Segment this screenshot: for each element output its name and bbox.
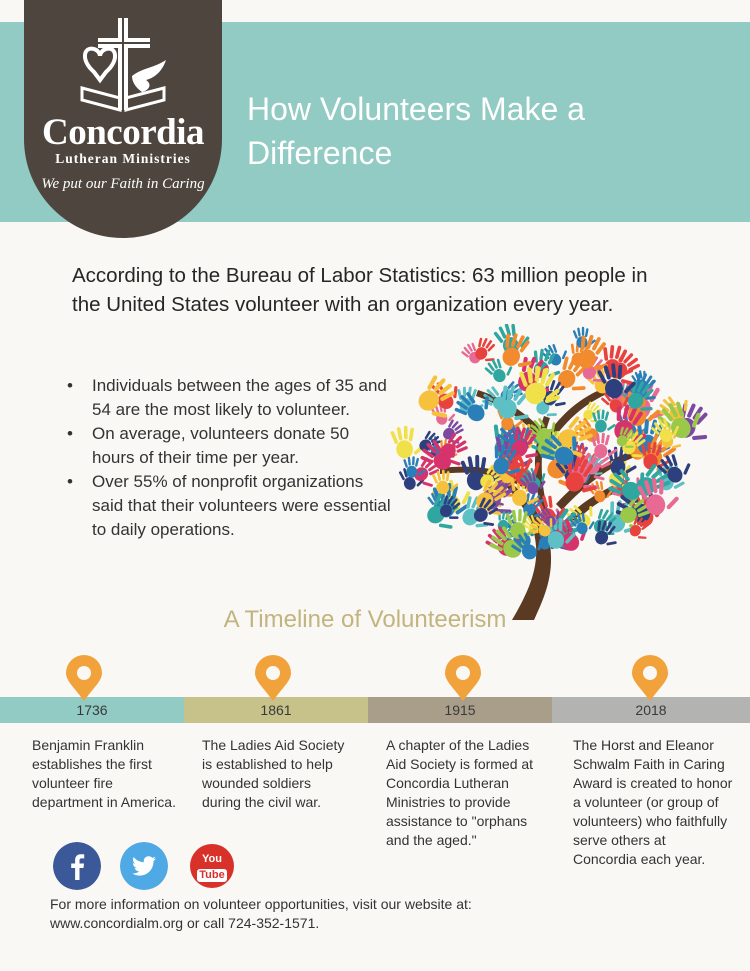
timeline-event-1861: The Ladies Aid Society is established to help wounded soldiers during the civil war. <box>202 737 345 810</box>
twitter-icon[interactable] <box>120 842 168 890</box>
tree-hands <box>390 324 710 565</box>
logo-subtitle: Lutheran Ministries <box>55 151 191 166</box>
youtube-label: You <box>202 853 222 865</box>
page-title: How Volunteers Make a Difference <box>247 91 585 171</box>
timeline-event-2018: The Horst and Eleanor Schwalm Faith in Caring Award is created to honor a volunteer (or group of volunteers) who faithfully serve others at Concordia each year. <box>573 737 733 867</box>
concordia-cross-heart-dove-icon <box>76 16 172 116</box>
timeline-band-2018: 2018 <box>552 697 750 723</box>
timeline-band-1915: 1915 <box>368 697 552 723</box>
hands-tree-illustration <box>384 324 710 620</box>
logo-tagline: We put our Faith in Caring <box>41 176 205 192</box>
stats-list <box>64 374 394 542</box>
facebook-icon[interactable] <box>53 842 101 890</box>
timeline-event-1915: A chapter of the Ladies Aid Society is formed at Concordia Lutheran Ministries to provide assistance to "orphans and the aged." <box>386 737 534 848</box>
location-pin-icon <box>253 655 293 703</box>
logo[interactable] <box>24 0 222 238</box>
timeline-event-1736: Benjamin Franklin establishes the first volunteer fire department in America. <box>32 737 176 810</box>
location-pin-icon <box>64 655 104 703</box>
timeline-band-1736: 1736 <box>0 697 184 723</box>
list-item: • On average, volunteers donate 50 hours of their time per year. <box>64 422 394 470</box>
footer-contact: For more information on volunteer opportunities, visit our website at: www.concordialm.org or call 724-352-1571. <box>50 896 472 931</box>
list-item: • Individuals between the ages of 35 and 54 are the most likely to volunteer. <box>64 374 394 422</box>
youtube-icon[interactable] <box>190 844 234 888</box>
timeline-band-1861: 1861 <box>184 697 368 723</box>
location-pin-icon <box>630 655 670 703</box>
youtube-label: Tube <box>199 869 225 881</box>
intro-statement: According to the Bureau of Labor Statistics: 63 million people in the United States volunteer with an organization every year. <box>72 264 648 316</box>
timeline-title: A Timeline of Volunteerism <box>223 606 507 633</box>
logo-name: Concordia <box>42 112 204 153</box>
list-item: • Over 55% of nonprofit organizations said that their volunteers were essential to daily operations. <box>64 470 394 542</box>
location-pin-icon <box>443 655 483 703</box>
